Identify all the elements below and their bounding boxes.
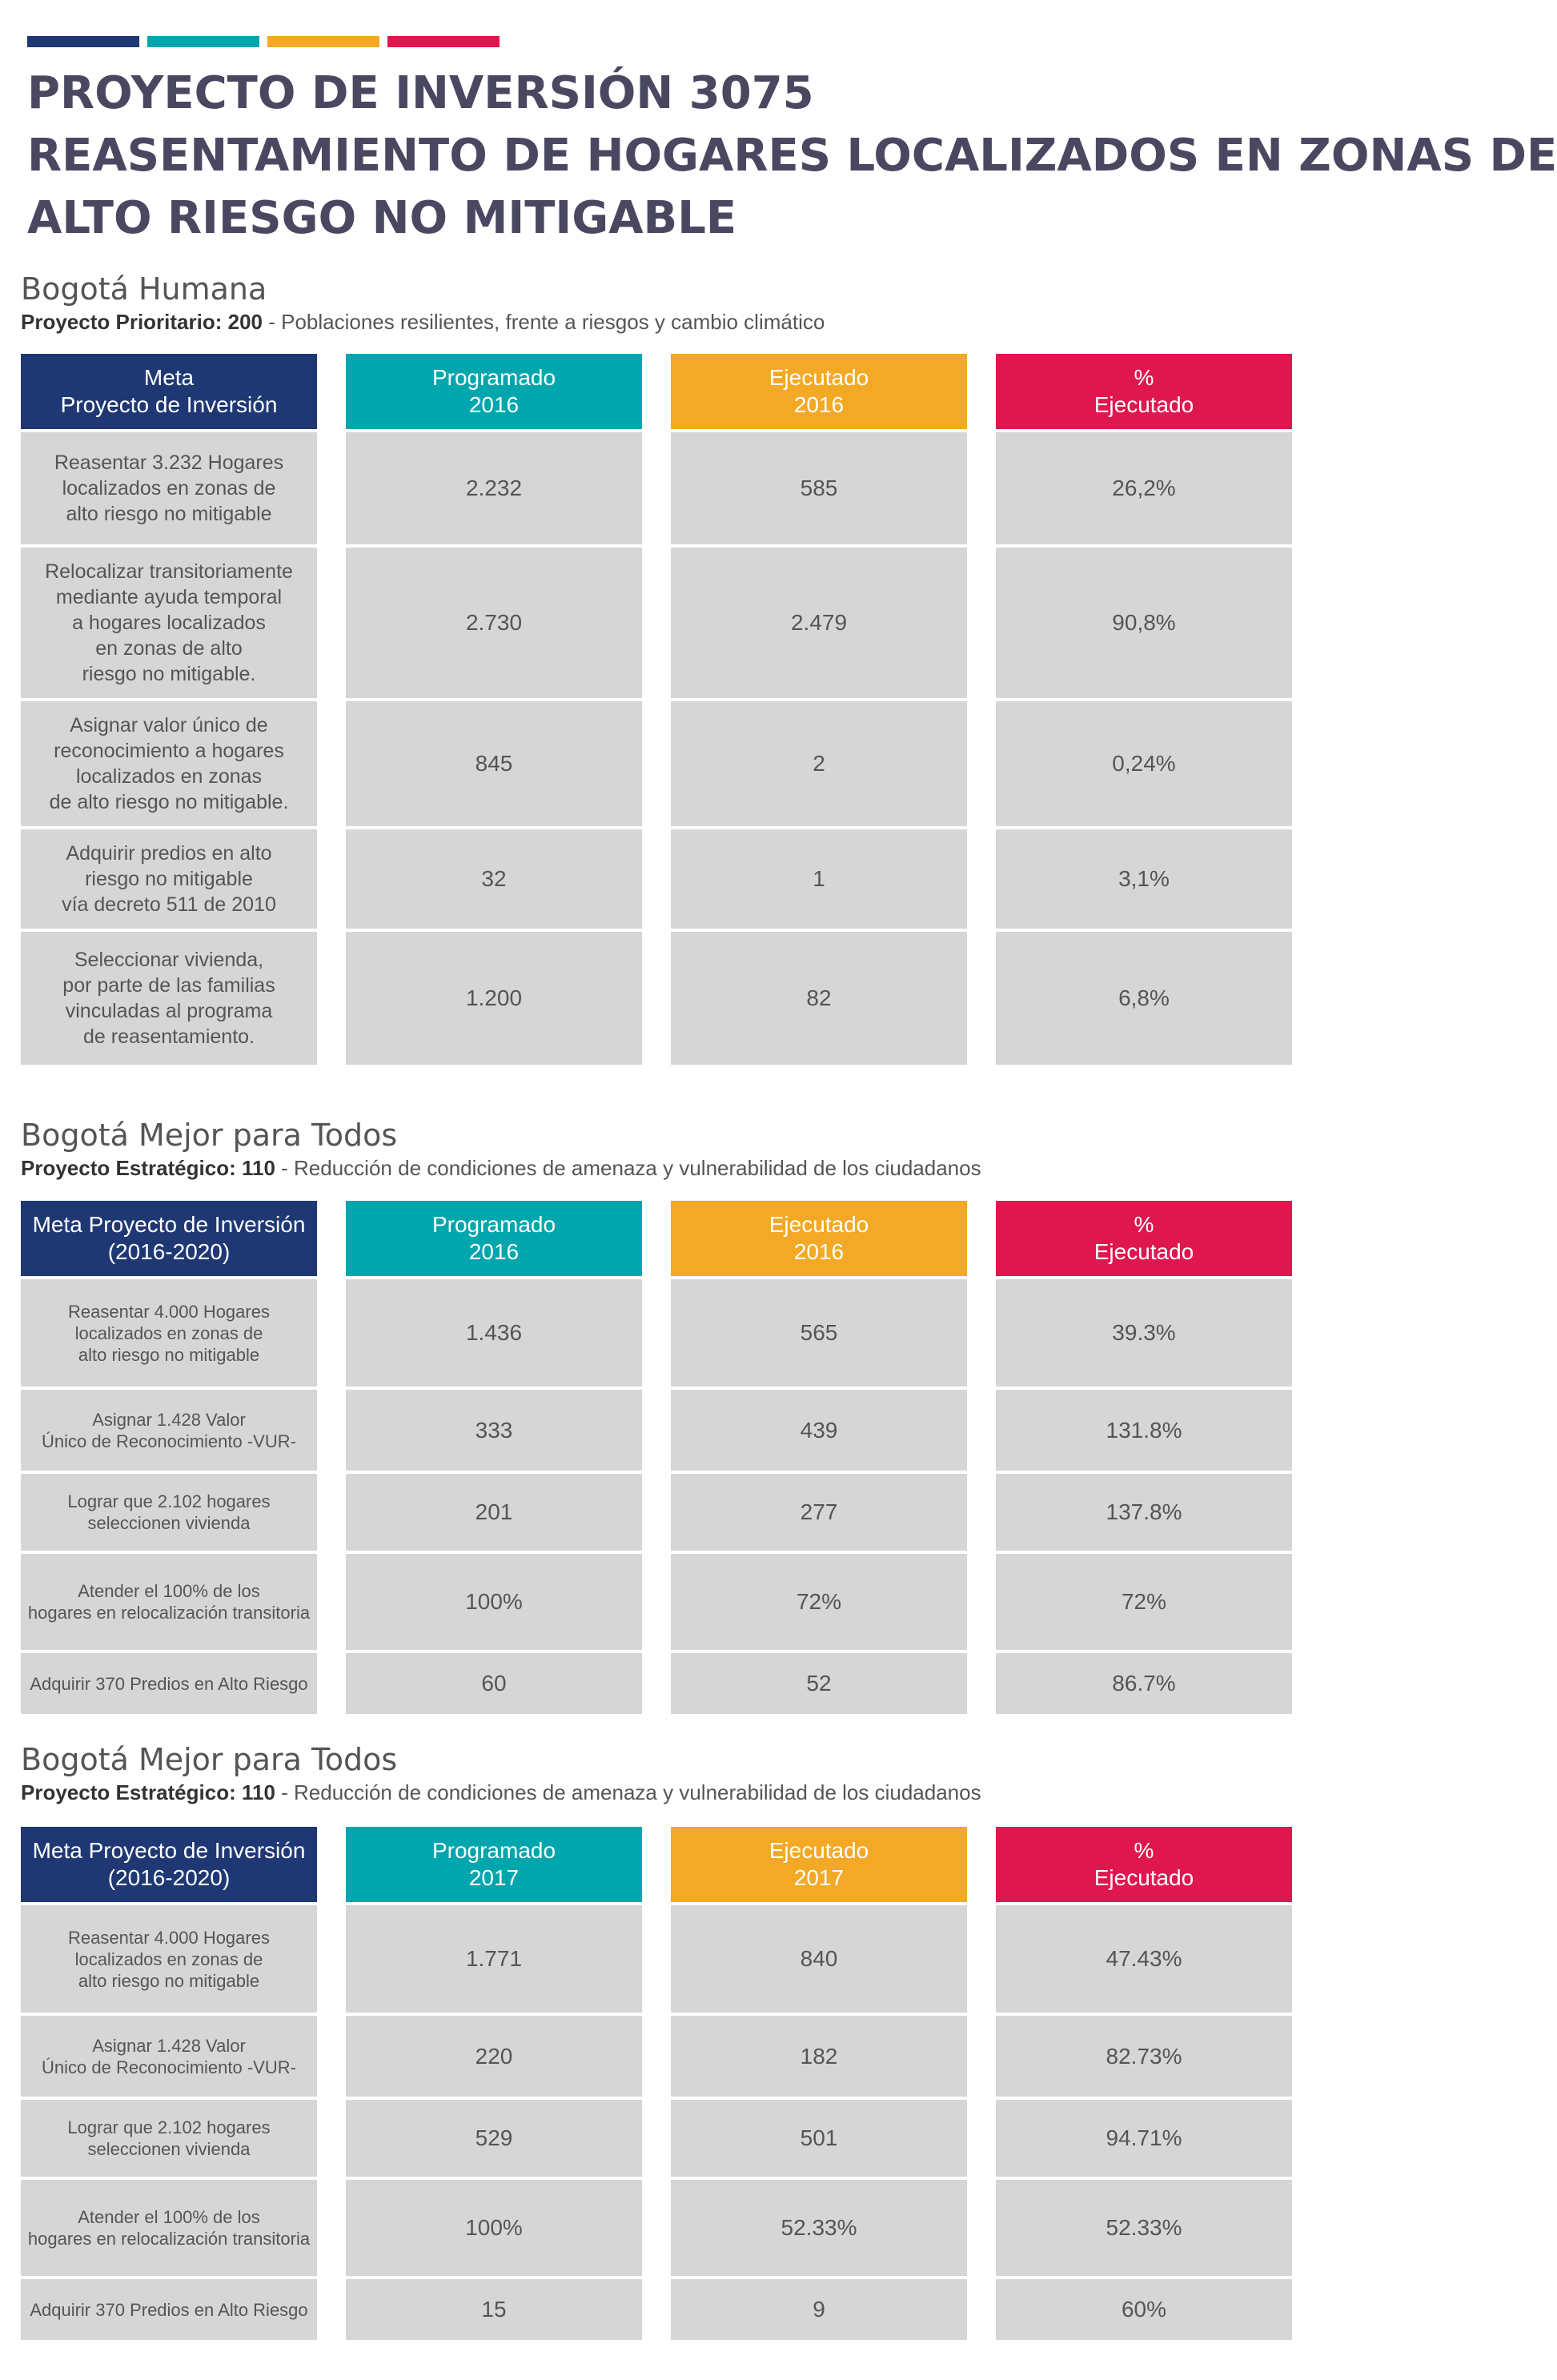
cell-value: 9 (813, 2297, 825, 2322)
cell-meta (21, 1554, 317, 1650)
project-description: - Poblaciones resilientes, frente a riesgos y cambio climático (263, 310, 825, 334)
cell-ejecutado (671, 432, 967, 544)
color-bar-teal (147, 36, 259, 47)
color-bar-orange (267, 36, 379, 47)
cell-meta (21, 1390, 317, 1471)
cell-value: 60 (481, 1671, 507, 1696)
cell-value: 333 (475, 1417, 513, 1443)
cell-porcentaje (996, 1653, 1292, 1714)
cell-value: 1.436 (465, 1320, 523, 1345)
section-heading-3 (21, 1741, 1302, 1805)
title-line: REASENTAMIENTO DE HOGARES LOCALIZADOS EN ZONAS DE (27, 130, 1557, 182)
cell-value: 2.232 (465, 476, 523, 500)
cell-programado (346, 701, 642, 826)
header-programado (346, 1201, 642, 1276)
cell-programado (346, 1653, 642, 1714)
cell-value: 2 (813, 751, 825, 776)
cell-value: Lograr que 2.102 hogares seleccionen vivienda (67, 2117, 271, 2159)
header-programado (346, 1827, 642, 1902)
cell-value: 845 (475, 751, 513, 776)
header-label: Ejecutado 2017 (768, 1838, 869, 1890)
section-subtitle (21, 309, 1302, 335)
cell-meta (21, 932, 317, 1065)
cell-programado (346, 2100, 642, 2177)
cell-porcentaje (996, 2016, 1292, 2097)
section-heading-2 (21, 1117, 1302, 1181)
cell-value: 82.73% (1106, 2043, 1182, 2069)
cell-meta (21, 2100, 317, 2177)
cell-value: Adquirir 370 Predios en Alto Riesgo (30, 2299, 308, 2320)
cell-value: 201 (475, 1499, 513, 1524)
cell-programado (346, 1905, 642, 2013)
cell-value: 1 (813, 866, 825, 891)
cell-value: 137.8% (1106, 1499, 1182, 1524)
cell-meta (21, 2016, 317, 2097)
header-ejecutado (671, 1827, 967, 1902)
cell-ejecutado (671, 2100, 967, 2177)
cell-value: 47.43% (1106, 1946, 1182, 1971)
section-title: Bogotá Mejor para Todos (21, 1118, 398, 1153)
cell-value: Asignar valor único de reconocimiento a hogares localizados en zonas de alto riesgo no mitigable. (49, 714, 289, 813)
cell-ejecutado (671, 2016, 967, 2097)
cell-value: 585 (800, 476, 838, 500)
cell-meta (21, 2279, 317, 2340)
section-heading-1 (21, 271, 1302, 335)
cell-meta (21, 701, 317, 826)
cell-meta (21, 1905, 317, 2013)
cell-value: Asignar 1.428 Valor Único de Reconocimiento -VUR- (42, 1409, 296, 1451)
cell-porcentaje (996, 2279, 1292, 2340)
cell-meta (21, 548, 317, 698)
cell-value: 86.7% (1112, 1671, 1176, 1696)
cell-value: Reasentar 4.000 Hogares localizados en zonas de alto riesgo no mitigable (68, 1927, 270, 1991)
cell-value: 3,1% (1118, 866, 1170, 891)
cell-value: 32 (481, 866, 507, 891)
project-description: - Reducción de condiciones de amenaza y vulnerabilidad de los ciudadanos (275, 1156, 981, 1180)
section-subtitle (21, 1780, 1302, 1805)
cell-value: 6,8% (1118, 985, 1170, 1010)
header-label: Ejecutado 2016 (768, 1212, 869, 1264)
header-label: % Ejecutado (1094, 1838, 1194, 1890)
cell-value: 60% (1121, 2297, 1167, 2322)
page-title (27, 62, 1557, 250)
cell-value: 90,8% (1112, 610, 1176, 635)
cell-ejecutado (671, 1474, 967, 1551)
section-subtitle (21, 1155, 1302, 1181)
cell-value: 220 (475, 2043, 513, 2069)
cell-porcentaje (996, 1905, 1292, 2013)
title-line: ALTO RIESGO NO MITIGABLE (27, 192, 737, 244)
header-label: Programado 2017 (431, 1838, 556, 1890)
cell-ejecutado (671, 829, 967, 929)
cell-ejecutado (671, 2279, 967, 2340)
cell-porcentaje (996, 932, 1292, 1065)
cell-value: Asignar 1.428 Valor Único de Reconocimiento -VUR- (42, 2035, 296, 2077)
header-label: % Ejecutado (1094, 365, 1194, 417)
project-code: Proyecto Estratégico: 110 (21, 1156, 275, 1180)
cell-porcentaje (996, 1554, 1292, 1650)
header-porcentaje (996, 1827, 1292, 1902)
header-label: Meta Proyecto de Inversión (2016-2020) (32, 1212, 306, 1264)
cell-programado (346, 829, 642, 929)
cell-programado (346, 1474, 642, 1551)
cell-value: 1.771 (465, 1946, 523, 1971)
header-programado (346, 354, 642, 429)
cell-value: Adquirir 370 Predios en Alto Riesgo (30, 1673, 308, 1694)
header-label: Meta Proyecto de Inversión (60, 365, 278, 417)
cell-meta (21, 829, 317, 929)
cell-programado (346, 2180, 642, 2276)
cell-ejecutado (671, 932, 967, 1065)
header-label: % Ejecutado (1094, 1212, 1194, 1264)
header-label: Programado 2016 (431, 365, 556, 417)
cell-value: Lograr que 2.102 hogares seleccionen vivienda (67, 1491, 271, 1533)
cell-meta (21, 1653, 317, 1714)
cell-programado (346, 1554, 642, 1650)
cell-porcentaje (996, 1474, 1292, 1551)
header-meta (21, 1827, 317, 1902)
cell-value: 439 (800, 1417, 838, 1443)
cell-value: 277 (800, 1499, 838, 1524)
cell-porcentaje (996, 701, 1292, 826)
cell-programado (346, 2016, 642, 2097)
cell-ejecutado (671, 548, 967, 698)
cell-value: 131.8% (1106, 1417, 1182, 1443)
cell-value: 100% (465, 1589, 523, 1614)
cell-value: 529 (475, 2125, 513, 2150)
cell-porcentaje (996, 2180, 1292, 2276)
cell-value: Atender el 100% de los hogares en relocalización transitoria (27, 2207, 311, 2249)
color-bar-red (387, 36, 500, 47)
cell-programado (346, 1390, 642, 1471)
cell-porcentaje (996, 548, 1292, 698)
cell-value: 100% (465, 2215, 523, 2240)
project-code: Proyecto Prioritario: 200 (21, 310, 263, 334)
cell-meta (21, 2180, 317, 2276)
cell-ejecutado (671, 1905, 967, 2013)
cell-porcentaje (996, 432, 1292, 544)
cell-porcentaje (996, 1390, 1292, 1471)
cell-programado (346, 1279, 642, 1387)
cell-ejecutado (671, 701, 967, 826)
cell-value: 565 (800, 1320, 838, 1345)
cell-value: Atender el 100% de los hogares en relocalización transitoria (27, 1581, 311, 1623)
cell-value: Reasentar 4.000 Hogares localizados en zonas de alto riesgo no mitigable (68, 1301, 270, 1365)
header-label: Meta Proyecto de Inversión (2016-2020) (32, 1838, 306, 1890)
project-description: - Reducción de condiciones de amenaza y vulnerabilidad de los ciudadanos (275, 1780, 981, 1804)
cell-meta (21, 1279, 317, 1387)
cell-ejecutado (671, 1554, 967, 1650)
cell-value: 82 (806, 985, 832, 1010)
cell-meta (21, 432, 317, 544)
cell-value: 39.3% (1112, 1320, 1176, 1345)
cell-value: Relocalizar transitoriamente mediante ayuda temporal a hogares localizados en zonas de alto riesgo no mitigable. (45, 560, 293, 685)
cell-value: 94.71% (1106, 2125, 1182, 2150)
section-title: Bogotá Mejor para Todos (21, 1742, 398, 1777)
cell-value: 182 (800, 2043, 838, 2069)
cell-value: Adquirir predios en alto riesgo no mitigable vía decreto 511 de 2010 (62, 842, 276, 916)
cell-ejecutado (671, 1279, 967, 1387)
project-code: Proyecto Estratégico: 110 (21, 1780, 275, 1804)
cell-value: 501 (800, 2125, 838, 2150)
cell-programado (346, 548, 642, 698)
header-ejecutado (671, 1201, 967, 1276)
title-line: PROYECTO DE INVERSIÓN 3075 (27, 67, 814, 119)
header-meta (21, 354, 317, 429)
cell-porcentaje (996, 829, 1292, 929)
cell-programado (346, 932, 642, 1065)
cell-value: 72% (796, 1589, 842, 1614)
cell-meta (21, 1474, 317, 1551)
cell-value: 72% (1121, 1589, 1167, 1614)
cell-value: 15 (481, 2297, 507, 2322)
section-title: Bogotá Humana (21, 271, 267, 307)
header-label: Programado 2016 (431, 1212, 556, 1264)
header-porcentaje (996, 1201, 1292, 1276)
cell-value: 0,24% (1112, 751, 1176, 776)
color-bar-navy (27, 36, 139, 47)
cell-value: 26,2% (1112, 476, 1176, 500)
cell-value: 1.200 (465, 985, 523, 1010)
cell-ejecutado (671, 2180, 967, 2276)
cell-ejecutado (671, 1390, 967, 1471)
cell-programado (346, 2279, 642, 2340)
cell-value: 2.730 (465, 610, 523, 635)
cell-value: 52 (806, 1671, 832, 1696)
header-ejecutado (671, 354, 967, 429)
cell-value: 52.33% (781, 2215, 857, 2240)
cell-value: 52.33% (1106, 2215, 1182, 2240)
header-label: Ejecutado 2016 (768, 365, 869, 417)
cell-value: Seleccionar vivienda, por parte de las familias vinculadas al programa de reasentamiento. (62, 949, 275, 1048)
header-porcentaje (996, 354, 1292, 429)
header-meta (21, 1201, 317, 1276)
cell-programado (346, 432, 642, 544)
cell-ejecutado (671, 1653, 967, 1714)
cell-value: 840 (800, 1946, 838, 1971)
cell-value: 2.479 (790, 610, 848, 635)
cell-value: Reasentar 3.232 Hogares localizados en zonas de alto riesgo no mitigable (54, 452, 284, 525)
cell-porcentaje (996, 2100, 1292, 2177)
cell-porcentaje (996, 1279, 1292, 1387)
